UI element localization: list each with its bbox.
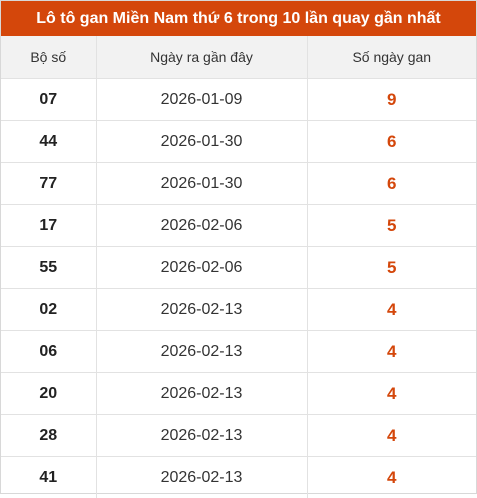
lottery-number: 41 [1,457,96,498]
gan-days: 4 [307,415,476,457]
gan-days: 4 [307,331,476,373]
lo-gan-table [1,36,476,498]
lottery-number: 20 [1,373,96,415]
lottery-number: 77 [1,163,96,205]
last-date: 2026-02-13 [96,373,307,415]
lottery-number: 28 [1,415,96,457]
lottery-number: 06 [1,331,96,373]
last-date: 2026-01-30 [96,163,307,205]
gan-days: 5 [307,247,476,289]
table-row [1,331,476,373]
lottery-number: 07 [1,79,96,121]
last-date: 2026-02-13 [96,289,307,331]
table-row [1,205,476,247]
lottery-number: 55 [1,247,96,289]
gan-days: 4 [307,289,476,331]
header-bo-so: Bộ số [1,36,96,79]
gan-days: 4 [307,373,476,415]
table-header-row [1,36,476,79]
table-row [1,79,476,121]
gan-days: 4 [307,457,476,498]
gan-days: 6 [307,121,476,163]
last-date: 2026-02-13 [96,457,307,498]
table-row [1,163,476,205]
header-ngay-ra: Ngày ra gần đây [96,36,307,79]
gan-days: 6 [307,163,476,205]
header-so-ngay-gan: Số ngày gan [307,36,476,79]
last-date: 2026-02-06 [96,247,307,289]
last-date: 2026-02-13 [96,331,307,373]
table-row [1,247,476,289]
last-date: 2026-01-30 [96,121,307,163]
table-row [1,457,476,498]
lottery-number: 17 [1,205,96,247]
last-date: 2026-01-09 [96,79,307,121]
table-row [1,415,476,457]
table-row [1,289,476,331]
last-date: 2026-02-06 [96,205,307,247]
table-row [1,373,476,415]
panel-title: Lô tô gan Miền Nam thứ 6 trong 10 lần quay gần nhất [1,1,476,36]
table-row [1,121,476,163]
lottery-number: 02 [1,289,96,331]
lottery-number: 44 [1,121,96,163]
last-date: 2026-02-13 [96,415,307,457]
gan-days: 9 [307,79,476,121]
gan-days: 5 [307,205,476,247]
